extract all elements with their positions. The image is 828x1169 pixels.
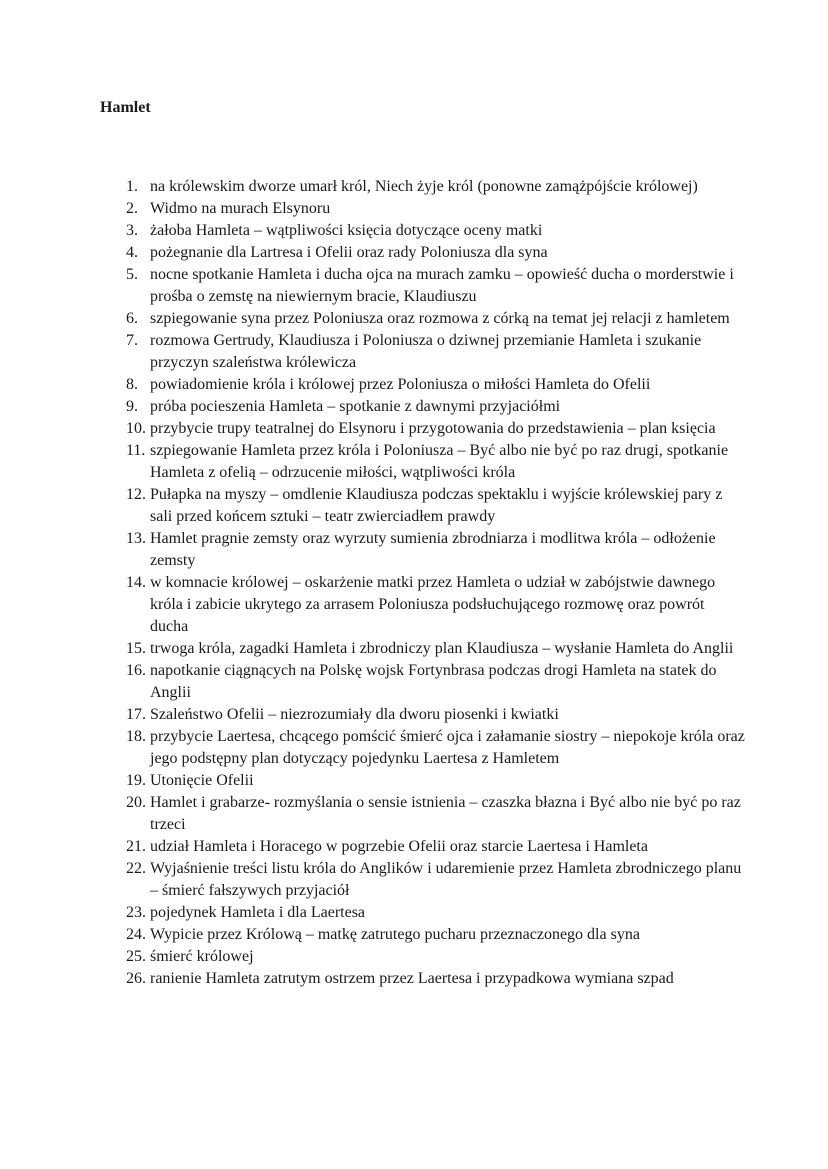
item-number: 11. bbox=[126, 442, 146, 459]
item-text: powiadomienie króla i królowej przez Poloniusza o miłości Hamleta do Ofelii bbox=[150, 376, 651, 393]
item-number: 8. bbox=[126, 376, 138, 393]
item-text: Wyjaśnienie treści listu króla do Anglików i udaremienie przez Hamleta zbrodniczego planu – śmierć fałszywych przyjaciół bbox=[150, 860, 742, 899]
scene-list bbox=[126, 176, 746, 990]
item-text: Hamlet i grabarze- rozmyślania o sensie istnienia – czaszka błazna i Być albo nie być po raz trzeci bbox=[150, 794, 741, 833]
list-item bbox=[126, 198, 746, 220]
item-text: Utonięcie Ofelii bbox=[150, 772, 254, 789]
list-item bbox=[126, 946, 746, 968]
item-number: 24. bbox=[126, 926, 146, 943]
item-number: 25. bbox=[126, 948, 146, 965]
list-item bbox=[126, 704, 746, 726]
document-title: Hamlet bbox=[100, 99, 151, 116]
list-item bbox=[126, 484, 746, 528]
list-item bbox=[126, 770, 746, 792]
item-number: 16. bbox=[126, 662, 146, 679]
item-text: na królewskim dworze umarł król, Niech żyje król (ponowne zamążpójście królowej) bbox=[150, 178, 698, 195]
item-number: 13. bbox=[126, 530, 146, 547]
item-text: trwoga króla, zagadki Hamleta i zbrodniczy plan Klaudiusza – wysłanie Hamleta do Anglii bbox=[150, 640, 734, 657]
item-text: nocne spotkanie Hamleta i ducha ojca na murach zamku – opowieść ducha o morderstwie i prośba o zemstę na niewiernym bracie, Klaudiuszu bbox=[150, 266, 734, 305]
list-item bbox=[126, 968, 746, 990]
list-item bbox=[126, 836, 746, 858]
list-item bbox=[126, 330, 746, 374]
list-item bbox=[126, 902, 746, 924]
list-item bbox=[126, 374, 746, 396]
item-number: 20. bbox=[126, 794, 146, 811]
item-number: 10. bbox=[126, 420, 146, 437]
item-text: Pułapka na myszy – omdlenie Klaudiusza podczas spektaklu i wyjście królewskiej pary z sali przed końcem sztuki – teatr zwierciadłem prawdy bbox=[150, 486, 723, 525]
item-text: Wypicie przez Królową – matkę zatrutego pucharu przeznaczonego dla syna bbox=[150, 926, 640, 943]
item-number: 6. bbox=[126, 310, 138, 327]
item-number: 7. bbox=[126, 332, 138, 349]
item-number: 14. bbox=[126, 574, 146, 591]
item-number: 18. bbox=[126, 728, 146, 745]
item-text: rozmowa Gertrudy, Klaudiusza i Poloniusza o dziwnej przemianie Hamleta i szukanie przyczyn szaleństwa królewicza bbox=[150, 332, 702, 371]
list-item bbox=[126, 242, 746, 264]
item-number: 26. bbox=[126, 970, 146, 987]
item-number: 21. bbox=[126, 838, 146, 855]
item-number: 22. bbox=[126, 860, 146, 877]
item-text: Szaleństwo Ofelii – niezrozumiały dla dworu piosenki i kwiatki bbox=[150, 706, 559, 723]
item-text: pojedynek Hamleta i dla Laertesa bbox=[150, 904, 366, 921]
item-text: Hamlet pragnie zemsty oraz wyrzuty sumienia zbrodniarza i modlitwa króla – odłożenie zemsty bbox=[150, 530, 716, 569]
list-item bbox=[126, 924, 746, 946]
item-number: 9. bbox=[126, 398, 138, 415]
item-text: ranienie Hamleta zatrutym ostrzem przez Laertesa i przypadkowa wymiana szpad bbox=[150, 970, 674, 987]
list-item bbox=[126, 572, 746, 638]
item-number: 23. bbox=[126, 904, 146, 921]
item-text: żałoba Hamleta – wątpliwości księcia dotyczące oceny matki bbox=[150, 222, 543, 239]
list-item bbox=[126, 220, 746, 242]
item-number: 5. bbox=[126, 266, 138, 283]
item-text: śmierć królowej bbox=[150, 948, 254, 965]
item-number: 4. bbox=[126, 244, 138, 261]
list-item bbox=[126, 638, 746, 660]
item-text: szpiegowanie syna przez Poloniusza oraz rozmowa z córką na temat jej relacji z hamletem bbox=[150, 310, 730, 327]
list-item bbox=[126, 528, 746, 572]
item-number: 15. bbox=[126, 640, 146, 657]
item-number: 1. bbox=[126, 178, 138, 195]
item-number: 19. bbox=[126, 772, 146, 789]
item-text: w komnacie królowej – oskarżenie matki przez Hamleta o udział w zabójstwie dawnego króla i zabicie ukrytego za arrasem Poloniusza podsłuchującego rozmowę oraz powrót ducha bbox=[150, 574, 716, 635]
list-item bbox=[126, 176, 746, 198]
item-text: przybycie trupy teatralnej do Elsynoru i przygotowania do przedstawienia – plan księcia bbox=[150, 420, 716, 437]
item-number: 12. bbox=[126, 486, 146, 503]
list-item bbox=[126, 726, 746, 770]
item-text: udział Hamleta i Horacego w pogrzebie Ofelii oraz starcie Laertesa i Hamleta bbox=[150, 838, 648, 855]
list-item bbox=[126, 440, 746, 484]
list-item bbox=[126, 792, 746, 836]
item-text: napotkanie ciągnących na Polskę wojsk Fortynbrasa podczas drogi Hamleta na statek do Anglii bbox=[150, 662, 717, 701]
item-text: pożegnanie dla Lartresa i Ofelii oraz rady Poloniusza dla syna bbox=[150, 244, 548, 261]
item-text: przybycie Laertesa, chcącego pomścić śmierć ojca i załamanie siostry – niepokoje króla oraz jego podstępny plan dotyczący pojedynku Laertesa z Hamletem bbox=[150, 728, 745, 767]
item-number: 17. bbox=[126, 706, 146, 723]
list-item bbox=[126, 660, 746, 704]
list-item bbox=[126, 418, 746, 440]
list-item bbox=[126, 264, 746, 308]
list-item bbox=[126, 396, 746, 418]
item-text: próba pocieszenia Hamleta – spotkanie z dawnymi przyjaciółmi bbox=[150, 398, 561, 415]
item-number: 2. bbox=[126, 200, 138, 217]
item-number: 3. bbox=[126, 222, 138, 239]
item-text: szpiegowanie Hamleta przez króla i Poloniusza – Być albo nie być po raz drugi, spotkanie Hamleta z ofelią – odrzucenie miłości, wątpliwości króla bbox=[150, 442, 729, 481]
list-item bbox=[126, 858, 746, 902]
list-item bbox=[126, 308, 746, 330]
item-text: Widmo na murach Elsynoru bbox=[150, 200, 331, 217]
